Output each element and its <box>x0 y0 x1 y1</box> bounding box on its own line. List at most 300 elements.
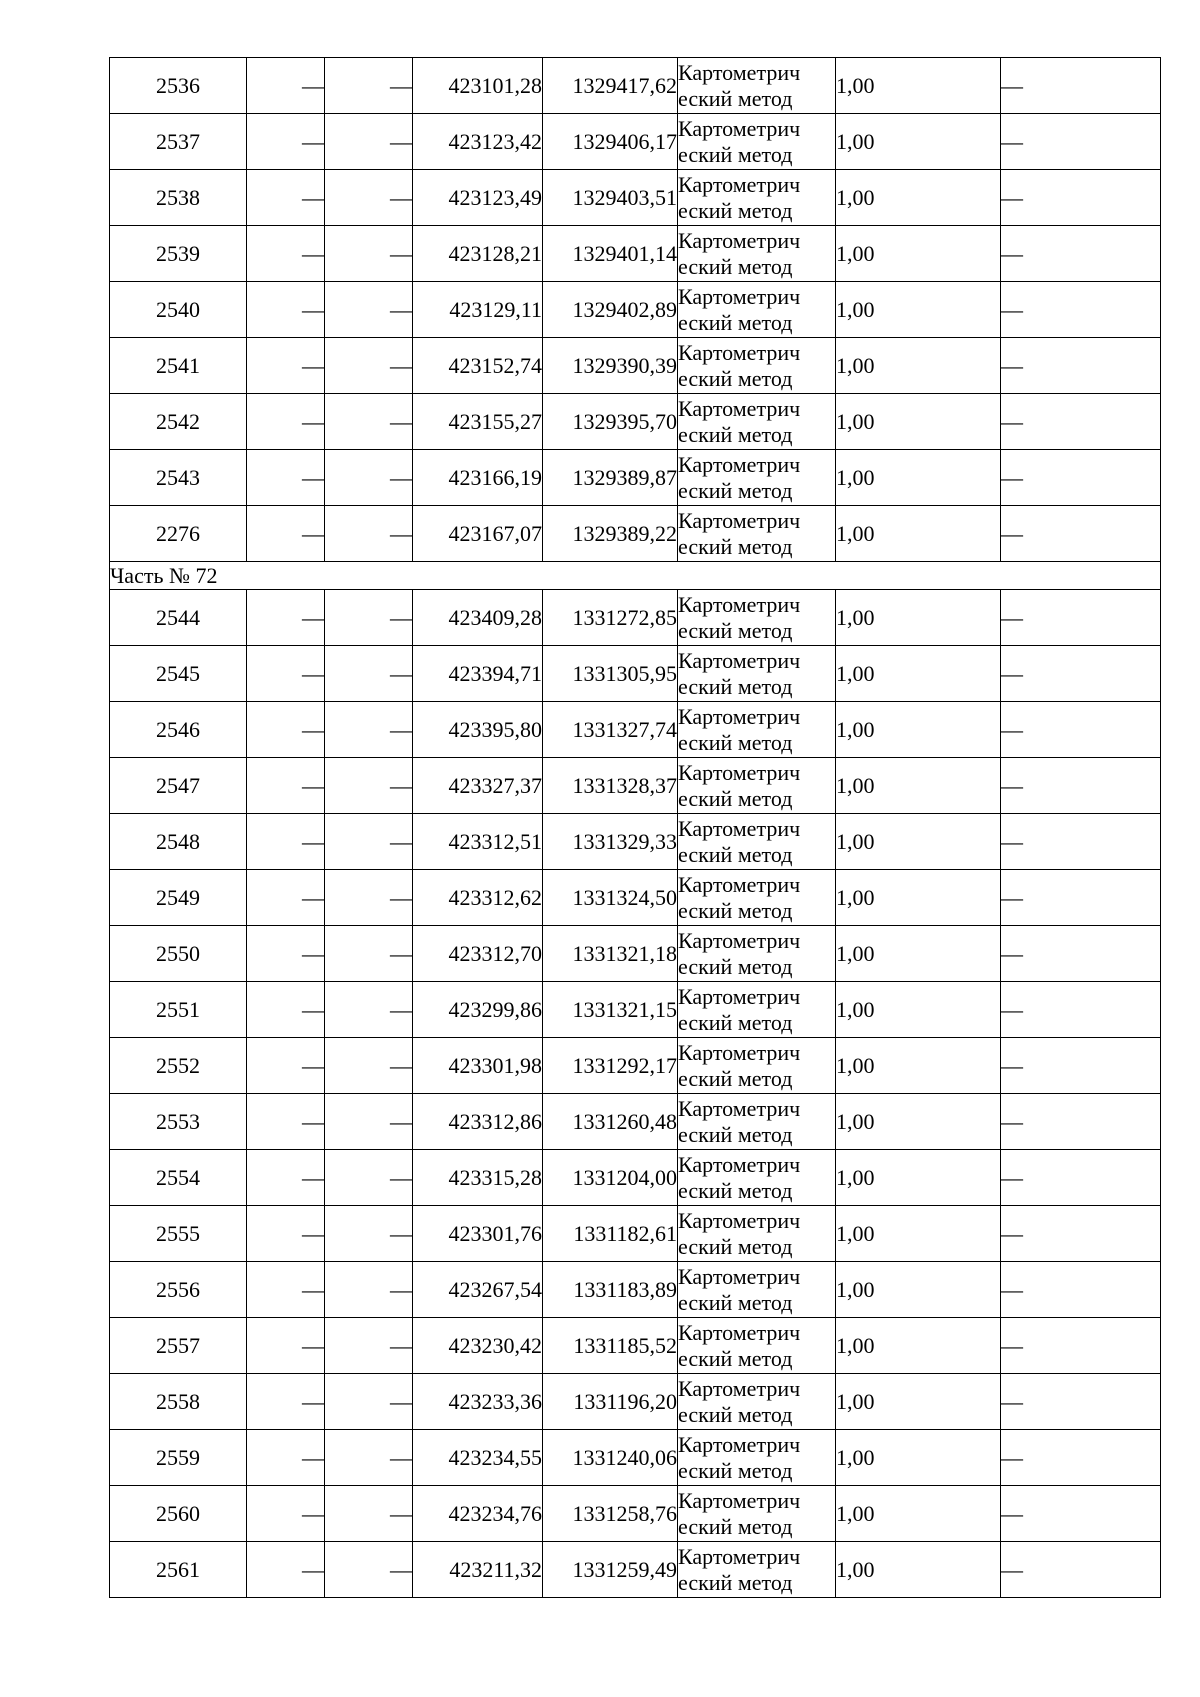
table-row <box>110 1262 1161 1318</box>
dash-cell: — <box>1001 114 1161 170</box>
method-cell <box>678 982 836 1038</box>
method-cell <box>678 870 836 926</box>
table-row <box>110 506 1161 562</box>
dash-cell: — <box>247 338 325 394</box>
dash-cell: — <box>1001 1206 1161 1262</box>
accuracy-cell: 1,00 <box>836 1318 1001 1374</box>
method-cell <box>678 1486 836 1542</box>
table-row <box>110 814 1161 870</box>
method-line-2: еский метод <box>678 1177 793 1203</box>
table-row <box>110 758 1161 814</box>
x-coordinate-cell: 423155,27 <box>413 394 543 450</box>
x-coordinate-cell: 423123,42 <box>413 114 543 170</box>
method-line-1: Картометрич <box>678 507 801 533</box>
method-line-1: Картометрич <box>678 227 801 253</box>
dash-cell: — <box>325 1542 413 1598</box>
point-number-cell: 2542 <box>110 394 247 450</box>
point-number-cell: 2552 <box>110 1038 247 1094</box>
table-row <box>110 450 1161 506</box>
point-number-cell: 2553 <box>110 1094 247 1150</box>
accuracy-cell: 1,00 <box>836 506 1001 562</box>
y-coordinate-cell: 1329389,22 <box>543 506 678 562</box>
method-cell <box>678 450 836 506</box>
dash-cell: — <box>247 170 325 226</box>
method-cell <box>678 1038 836 1094</box>
y-coordinate-cell: 1331259,49 <box>543 1542 678 1598</box>
dash-cell: — <box>325 1374 413 1430</box>
table-row <box>110 394 1161 450</box>
dash-cell: — <box>247 226 325 282</box>
y-coordinate-cell: 1329417,62 <box>543 58 678 114</box>
dash-cell: — <box>1001 982 1161 1038</box>
dash-cell: — <box>325 646 413 702</box>
method-line-1: Картометрич <box>678 1375 801 1401</box>
table-row <box>110 1374 1161 1430</box>
point-number-cell: 2538 <box>110 170 247 226</box>
dash-cell: — <box>247 1318 325 1374</box>
x-coordinate-cell: 423234,76 <box>413 1486 543 1542</box>
coordinates-table <box>109 57 1161 1598</box>
table-row <box>110 114 1161 170</box>
dash-cell: — <box>247 1038 325 1094</box>
x-coordinate-cell: 423327,37 <box>413 758 543 814</box>
point-number-cell: 2550 <box>110 926 247 982</box>
point-number-cell: 2548 <box>110 814 247 870</box>
y-coordinate-cell: 1329406,17 <box>543 114 678 170</box>
accuracy-cell: 1,00 <box>836 590 1001 646</box>
point-number-cell: 2537 <box>110 114 247 170</box>
method-line-1: Картометрич <box>678 647 801 673</box>
table-row <box>110 58 1161 114</box>
method-line-2: еский метод <box>678 785 793 811</box>
x-coordinate-cell: 423230,42 <box>413 1318 543 1374</box>
y-coordinate-cell: 1329403,51 <box>543 170 678 226</box>
y-coordinate-cell: 1331258,76 <box>543 1486 678 1542</box>
method-line-1: Картометрич <box>678 1095 801 1121</box>
method-line-1: Картометрич <box>678 1151 801 1177</box>
point-number-cell: 2544 <box>110 590 247 646</box>
y-coordinate-cell: 1331204,00 <box>543 1150 678 1206</box>
dash-cell: — <box>1001 170 1161 226</box>
method-cell <box>678 170 836 226</box>
method-line-1: Картометрич <box>678 1039 801 1065</box>
dash-cell: — <box>247 450 325 506</box>
method-cell <box>678 114 836 170</box>
accuracy-cell: 1,00 <box>836 646 1001 702</box>
method-line-2: еский метод <box>678 1233 793 1259</box>
x-coordinate-cell: 423123,49 <box>413 170 543 226</box>
table-row <box>110 1542 1161 1598</box>
accuracy-cell: 1,00 <box>836 1206 1001 1262</box>
x-coordinate-cell: 423312,62 <box>413 870 543 926</box>
point-number-cell: 2536 <box>110 58 247 114</box>
dash-cell: — <box>325 590 413 646</box>
method-line-2: еский метод <box>678 85 793 111</box>
x-coordinate-cell: 423101,28 <box>413 58 543 114</box>
method-cell <box>678 1542 836 1598</box>
y-coordinate-cell: 1329395,70 <box>543 394 678 450</box>
method-line-1: Картометрич <box>678 451 801 477</box>
table-row <box>110 170 1161 226</box>
dash-cell: — <box>1001 282 1161 338</box>
dash-cell: — <box>325 506 413 562</box>
method-cell <box>678 394 836 450</box>
method-line-1: Картометрич <box>678 171 801 197</box>
method-line-2: еский метод <box>678 477 793 503</box>
method-cell <box>678 702 836 758</box>
dash-cell: — <box>247 1150 325 1206</box>
method-line-2: еский метод <box>678 421 793 447</box>
dash-cell: — <box>1001 1150 1161 1206</box>
method-line-1: Картометрич <box>678 1543 801 1569</box>
dash-cell: — <box>247 1542 325 1598</box>
accuracy-cell: 1,00 <box>836 394 1001 450</box>
method-cell <box>678 926 836 982</box>
x-coordinate-cell: 423299,86 <box>413 982 543 1038</box>
accuracy-cell: 1,00 <box>836 58 1001 114</box>
y-coordinate-cell: 1331329,33 <box>543 814 678 870</box>
accuracy-cell: 1,00 <box>836 1262 1001 1318</box>
accuracy-cell: 1,00 <box>836 926 1001 982</box>
dash-cell: — <box>325 282 413 338</box>
table-row <box>110 926 1161 982</box>
x-coordinate-cell: 423233,36 <box>413 1374 543 1430</box>
point-number-cell: 2546 <box>110 702 247 758</box>
dash-cell: — <box>325 338 413 394</box>
x-coordinate-cell: 423167,07 <box>413 506 543 562</box>
method-line-2: еский метод <box>678 897 793 923</box>
y-coordinate-cell: 1331240,06 <box>543 1430 678 1486</box>
table-row <box>110 1150 1161 1206</box>
x-coordinate-cell: 423152,74 <box>413 338 543 394</box>
dash-cell: — <box>325 814 413 870</box>
dash-cell: — <box>1001 870 1161 926</box>
x-coordinate-cell: 423312,86 <box>413 1094 543 1150</box>
dash-cell: — <box>247 590 325 646</box>
method-line-2: еский метод <box>678 729 793 755</box>
method-line-1: Картометрич <box>678 1207 801 1233</box>
x-coordinate-cell: 423128,21 <box>413 226 543 282</box>
dash-cell: — <box>1001 702 1161 758</box>
method-line-2: еский метод <box>678 253 793 279</box>
method-cell <box>678 1150 836 1206</box>
method-cell <box>678 1318 836 1374</box>
dash-cell: — <box>1001 814 1161 870</box>
table-row <box>110 1486 1161 1542</box>
point-number-cell: 2540 <box>110 282 247 338</box>
y-coordinate-cell: 1331182,61 <box>543 1206 678 1262</box>
y-coordinate-cell: 1331272,85 <box>543 590 678 646</box>
dash-cell: — <box>247 926 325 982</box>
method-cell <box>678 1262 836 1318</box>
dash-cell: — <box>247 870 325 926</box>
dash-cell: — <box>1001 338 1161 394</box>
dash-cell: — <box>325 702 413 758</box>
point-number-cell: 2541 <box>110 338 247 394</box>
dash-cell: — <box>325 114 413 170</box>
point-number-cell: 2554 <box>110 1150 247 1206</box>
table-row <box>110 646 1161 702</box>
dash-cell: — <box>325 926 413 982</box>
part-label: Часть № 72 <box>110 562 1161 590</box>
dash-cell: — <box>1001 1262 1161 1318</box>
y-coordinate-cell: 1331185,52 <box>543 1318 678 1374</box>
accuracy-cell: 1,00 <box>836 1486 1001 1542</box>
point-number-cell: 2551 <box>110 982 247 1038</box>
method-cell <box>678 506 836 562</box>
dash-cell: — <box>325 870 413 926</box>
method-line-1: Картометрич <box>678 395 801 421</box>
method-line-2: еский метод <box>678 309 793 335</box>
y-coordinate-cell: 1331292,17 <box>543 1038 678 1094</box>
point-number-cell: 2276 <box>110 506 247 562</box>
point-number-cell: 2556 <box>110 1262 247 1318</box>
method-line-1: Картометрич <box>678 1319 801 1345</box>
table-body-top <box>110 58 1161 562</box>
method-line-2: еский метод <box>678 1121 793 1147</box>
table-row <box>110 282 1161 338</box>
method-line-2: еский метод <box>678 1065 793 1091</box>
dash-cell: — <box>1001 1318 1161 1374</box>
accuracy-cell: 1,00 <box>836 338 1001 394</box>
table-row <box>110 1430 1161 1486</box>
method-cell <box>678 758 836 814</box>
method-line-2: еский метод <box>678 953 793 979</box>
x-coordinate-cell: 423301,76 <box>413 1206 543 1262</box>
method-line-1: Картометрич <box>678 1263 801 1289</box>
y-coordinate-cell: 1331305,95 <box>543 646 678 702</box>
dash-cell: — <box>247 1430 325 1486</box>
method-cell <box>678 1094 836 1150</box>
x-coordinate-cell: 423394,71 <box>413 646 543 702</box>
method-line-1: Картометрич <box>678 591 801 617</box>
y-coordinate-cell: 1329402,89 <box>543 282 678 338</box>
point-number-cell: 2558 <box>110 1374 247 1430</box>
point-number-cell: 2557 <box>110 1318 247 1374</box>
point-number-cell: 2539 <box>110 226 247 282</box>
method-line-2: еский метод <box>678 1569 793 1595</box>
dash-cell: — <box>247 1374 325 1430</box>
table-row <box>110 982 1161 1038</box>
dash-cell: — <box>1001 1430 1161 1486</box>
point-number-cell: 2549 <box>110 870 247 926</box>
dash-cell: — <box>247 982 325 1038</box>
method-line-2: еский метод <box>678 617 793 643</box>
dash-cell: — <box>247 1262 325 1318</box>
method-line-2: еский метод <box>678 673 793 699</box>
accuracy-cell: 1,00 <box>836 758 1001 814</box>
dash-cell: — <box>247 1486 325 1542</box>
accuracy-cell: 1,00 <box>836 982 1001 1038</box>
method-line-1: Картометрич <box>678 1431 801 1457</box>
dash-cell: — <box>325 394 413 450</box>
method-line-2: еский метод <box>678 1513 793 1539</box>
dash-cell: — <box>325 450 413 506</box>
method-line-1: Картометрич <box>678 871 801 897</box>
part-section <box>110 562 1161 590</box>
method-cell <box>678 1430 836 1486</box>
table-body-bottom <box>110 590 1161 1598</box>
y-coordinate-cell: 1331324,50 <box>543 870 678 926</box>
method-cell <box>678 58 836 114</box>
method-line-2: еский метод <box>678 197 793 223</box>
point-number-cell: 2555 <box>110 1206 247 1262</box>
dash-cell: — <box>1001 646 1161 702</box>
dash-cell: — <box>247 506 325 562</box>
accuracy-cell: 1,00 <box>836 282 1001 338</box>
dash-cell: — <box>1001 394 1161 450</box>
x-coordinate-cell: 423409,28 <box>413 590 543 646</box>
accuracy-cell: 1,00 <box>836 814 1001 870</box>
dash-cell: — <box>325 1094 413 1150</box>
dash-cell: — <box>1001 758 1161 814</box>
dash-cell: — <box>247 282 325 338</box>
accuracy-cell: 1,00 <box>836 170 1001 226</box>
x-coordinate-cell: 423395,80 <box>413 702 543 758</box>
accuracy-cell: 1,00 <box>836 1430 1001 1486</box>
dash-cell: — <box>325 1262 413 1318</box>
accuracy-cell: 1,00 <box>836 226 1001 282</box>
x-coordinate-cell: 423166,19 <box>413 450 543 506</box>
dash-cell: — <box>247 394 325 450</box>
y-coordinate-cell: 1331260,48 <box>543 1094 678 1150</box>
accuracy-cell: 1,00 <box>836 1094 1001 1150</box>
accuracy-cell: 1,00 <box>836 870 1001 926</box>
table-row <box>110 870 1161 926</box>
point-number-cell: 2559 <box>110 1430 247 1486</box>
dash-cell: — <box>247 114 325 170</box>
dash-cell: — <box>325 1430 413 1486</box>
method-line-2: еский метод <box>678 1457 793 1483</box>
x-coordinate-cell: 423301,98 <box>413 1038 543 1094</box>
y-coordinate-cell: 1331183,89 <box>543 1262 678 1318</box>
dash-cell: — <box>247 58 325 114</box>
table-row <box>110 338 1161 394</box>
accuracy-cell: 1,00 <box>836 1150 1001 1206</box>
point-number-cell: 2561 <box>110 1542 247 1598</box>
y-coordinate-cell: 1329389,87 <box>543 450 678 506</box>
accuracy-cell: 1,00 <box>836 1374 1001 1430</box>
accuracy-cell: 1,00 <box>836 702 1001 758</box>
method-line-1: Картометрич <box>678 703 801 729</box>
accuracy-cell: 1,00 <box>836 1542 1001 1598</box>
dash-cell: — <box>325 1318 413 1374</box>
point-number-cell: 2543 <box>110 450 247 506</box>
table-row <box>110 702 1161 758</box>
dash-cell: — <box>247 1094 325 1150</box>
dash-cell: — <box>1001 58 1161 114</box>
point-number-cell: 2560 <box>110 1486 247 1542</box>
method-line-1: Картометрич <box>678 927 801 953</box>
dash-cell: — <box>1001 926 1161 982</box>
dash-cell: — <box>1001 1094 1161 1150</box>
dash-cell: — <box>1001 450 1161 506</box>
y-coordinate-cell: 1331327,74 <box>543 702 678 758</box>
y-coordinate-cell: 1329390,39 <box>543 338 678 394</box>
dash-cell: — <box>325 1150 413 1206</box>
method-cell <box>678 282 836 338</box>
y-coordinate-cell: 1331196,20 <box>543 1374 678 1430</box>
table-row <box>110 1318 1161 1374</box>
dash-cell: — <box>325 1206 413 1262</box>
dash-cell: — <box>325 170 413 226</box>
method-line-2: еский метод <box>678 1401 793 1427</box>
accuracy-cell: 1,00 <box>836 114 1001 170</box>
dash-cell: — <box>325 1038 413 1094</box>
method-cell <box>678 1206 836 1262</box>
table-row <box>110 1206 1161 1262</box>
dash-cell: — <box>1001 1374 1161 1430</box>
method-line-1: Картометрич <box>678 339 801 365</box>
dash-cell: — <box>1001 1038 1161 1094</box>
method-line-2: еский метод <box>678 841 793 867</box>
dash-cell: — <box>1001 1542 1161 1598</box>
dash-cell: — <box>1001 590 1161 646</box>
method-line-1: Картометрич <box>678 115 801 141</box>
method-cell <box>678 590 836 646</box>
y-coordinate-cell: 1331328,37 <box>543 758 678 814</box>
method-line-1: Картометрич <box>678 1487 801 1513</box>
dash-cell: — <box>325 982 413 1038</box>
dash-cell: — <box>1001 1486 1161 1542</box>
table-row <box>110 1038 1161 1094</box>
dash-cell: — <box>325 226 413 282</box>
dash-cell: — <box>247 1206 325 1262</box>
method-line-2: еский метод <box>678 1289 793 1315</box>
method-line-2: еский метод <box>678 141 793 167</box>
x-coordinate-cell: 423211,32 <box>413 1542 543 1598</box>
method-line-1: Картометрич <box>678 283 801 309</box>
dash-cell: — <box>325 1486 413 1542</box>
point-number-cell: 2545 <box>110 646 247 702</box>
dash-cell: — <box>325 758 413 814</box>
method-cell <box>678 1374 836 1430</box>
dash-cell: — <box>1001 226 1161 282</box>
method-line-1: Картометрич <box>678 59 801 85</box>
method-line-2: еский метод <box>678 1009 793 1035</box>
accuracy-cell: 1,00 <box>836 1038 1001 1094</box>
method-line-1: Картометрич <box>678 759 801 785</box>
dash-cell: — <box>247 646 325 702</box>
table-row <box>110 1094 1161 1150</box>
dash-cell: — <box>1001 506 1161 562</box>
method-cell <box>678 646 836 702</box>
method-line-2: еский метод <box>678 533 793 559</box>
dash-cell: — <box>247 702 325 758</box>
y-coordinate-cell: 1331321,18 <box>543 926 678 982</box>
method-cell <box>678 814 836 870</box>
part-row <box>110 562 1161 590</box>
x-coordinate-cell: 423267,54 <box>413 1262 543 1318</box>
method-cell <box>678 226 836 282</box>
x-coordinate-cell: 423315,28 <box>413 1150 543 1206</box>
method-line-2: еский метод <box>678 1345 793 1371</box>
method-cell <box>678 338 836 394</box>
dash-cell: — <box>325 58 413 114</box>
dash-cell: — <box>247 814 325 870</box>
y-coordinate-cell: 1329401,14 <box>543 226 678 282</box>
x-coordinate-cell: 423312,70 <box>413 926 543 982</box>
table-row <box>110 226 1161 282</box>
x-coordinate-cell: 423129,11 <box>413 282 543 338</box>
x-coordinate-cell: 423312,51 <box>413 814 543 870</box>
method-line-1: Картометрич <box>678 815 801 841</box>
y-coordinate-cell: 1331321,15 <box>543 982 678 1038</box>
table-row <box>110 590 1161 646</box>
point-number-cell: 2547 <box>110 758 247 814</box>
accuracy-cell: 1,00 <box>836 450 1001 506</box>
method-line-2: еский метод <box>678 365 793 391</box>
